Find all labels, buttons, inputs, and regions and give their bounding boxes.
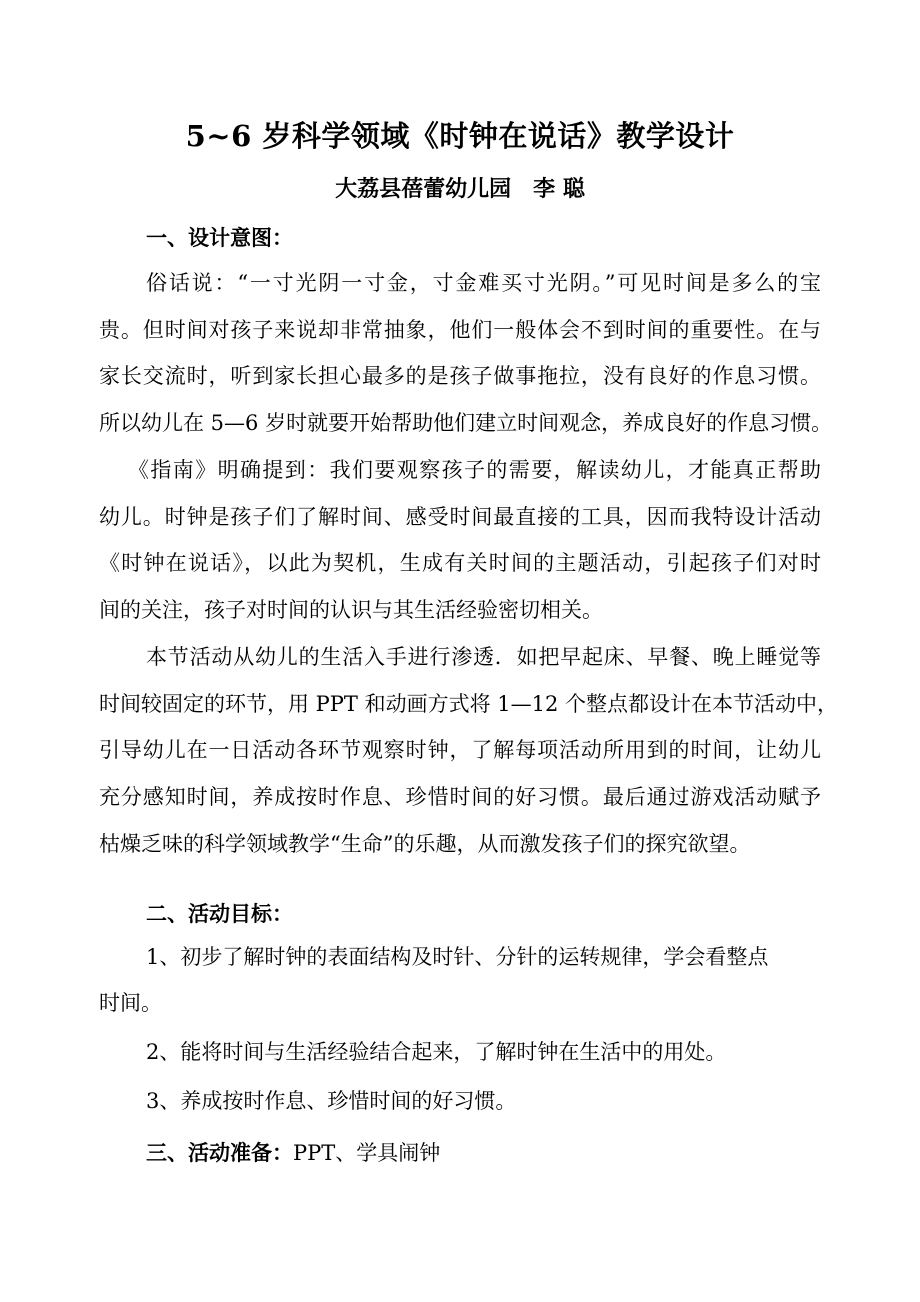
goal-item-1-cont: 时间。 bbox=[99, 991, 162, 1015]
section-heading-intent: 一、设计意图： bbox=[146, 225, 293, 250]
goal-item-1: 1、初步了解时钟的表面结构及时针、分针的运转规律，学会看整点 bbox=[146, 945, 769, 969]
author-name: 李 聪 bbox=[533, 176, 585, 202]
section-heading-prep bbox=[146, 1137, 440, 1167]
prep-content: PPT、学具闹钟 bbox=[293, 1141, 441, 1165]
paragraph-line: 枯燥乏味的科学领域教学“生命”的乐趣，从而激发孩子们的探究欲望。 bbox=[99, 832, 751, 856]
goal-item-2: 2、能将时间与生活经验结合起来，了解时钟在生活中的用处。 bbox=[146, 1040, 727, 1064]
paragraph-line: 充分感知时间，养成按时作息、珍惜时间的好习惯。最后通过游戏活动赋予 bbox=[99, 785, 821, 809]
paragraph-line: 时间较固定的环节，用 PPT 和动画方式将 1—12 个整点都设计在本节活动中， bbox=[99, 692, 839, 716]
section-heading-goals: 二、活动目标： bbox=[146, 901, 293, 926]
goal-item-3: 3、养成按时作息、珍惜时间的好习惯。 bbox=[146, 1089, 517, 1113]
school-name: 大荔县蓓蕾幼儿园 bbox=[335, 176, 512, 202]
paragraph-line: 俗话说：“一寸光阴一寸金，寸金难买寸光阴。”可见时间是多么的宝 bbox=[146, 271, 821, 295]
paragraph-line: 贵。但时间对孩子来说却非常抽象，他们一般体会不到时间的重要性。在与 bbox=[99, 318, 821, 342]
author-line bbox=[0, 172, 920, 203]
document-title: 5~6 岁科学领域《时钟在说话》教学设计 bbox=[185, 119, 735, 153]
paragraph-line: 《指南》明确提到：我们要观察孩子的需要，解读幼儿，才能真正帮助 bbox=[128, 458, 821, 482]
prep-heading: 三、活动准备： bbox=[146, 1140, 293, 1165]
paragraph-line: 引导幼儿在一日活动各环节观察时钟，了解每项活动所用到的时间，让幼儿 bbox=[99, 738, 821, 762]
paragraph-line: 《时钟在说话》，以此为契机，生成有关时间的主题活动，引起孩子们对时 bbox=[99, 551, 821, 575]
paragraph-line: 幼儿。时钟是孩子们了解时间、感受时间最直接的工具，因而我特设计活动 bbox=[99, 505, 821, 529]
paragraph-line: 家长交流时，听到家长担心最多的是孩子做事拖拉，没有良好的作息习惯。 bbox=[99, 364, 821, 388]
paragraph-line: 所以幼儿在 5—6 岁时就要开始帮助他们建立时间观念，养成良好的作息习惯。 bbox=[99, 411, 833, 435]
paragraph-line: 间的关注，孩子对时间的认识与其生活经验密切相关。 bbox=[99, 598, 603, 622]
paragraph-line: 本节活动从幼儿的生活入手进行渗透．如把早起床、早餐、晚上睡觉等 bbox=[146, 645, 821, 669]
